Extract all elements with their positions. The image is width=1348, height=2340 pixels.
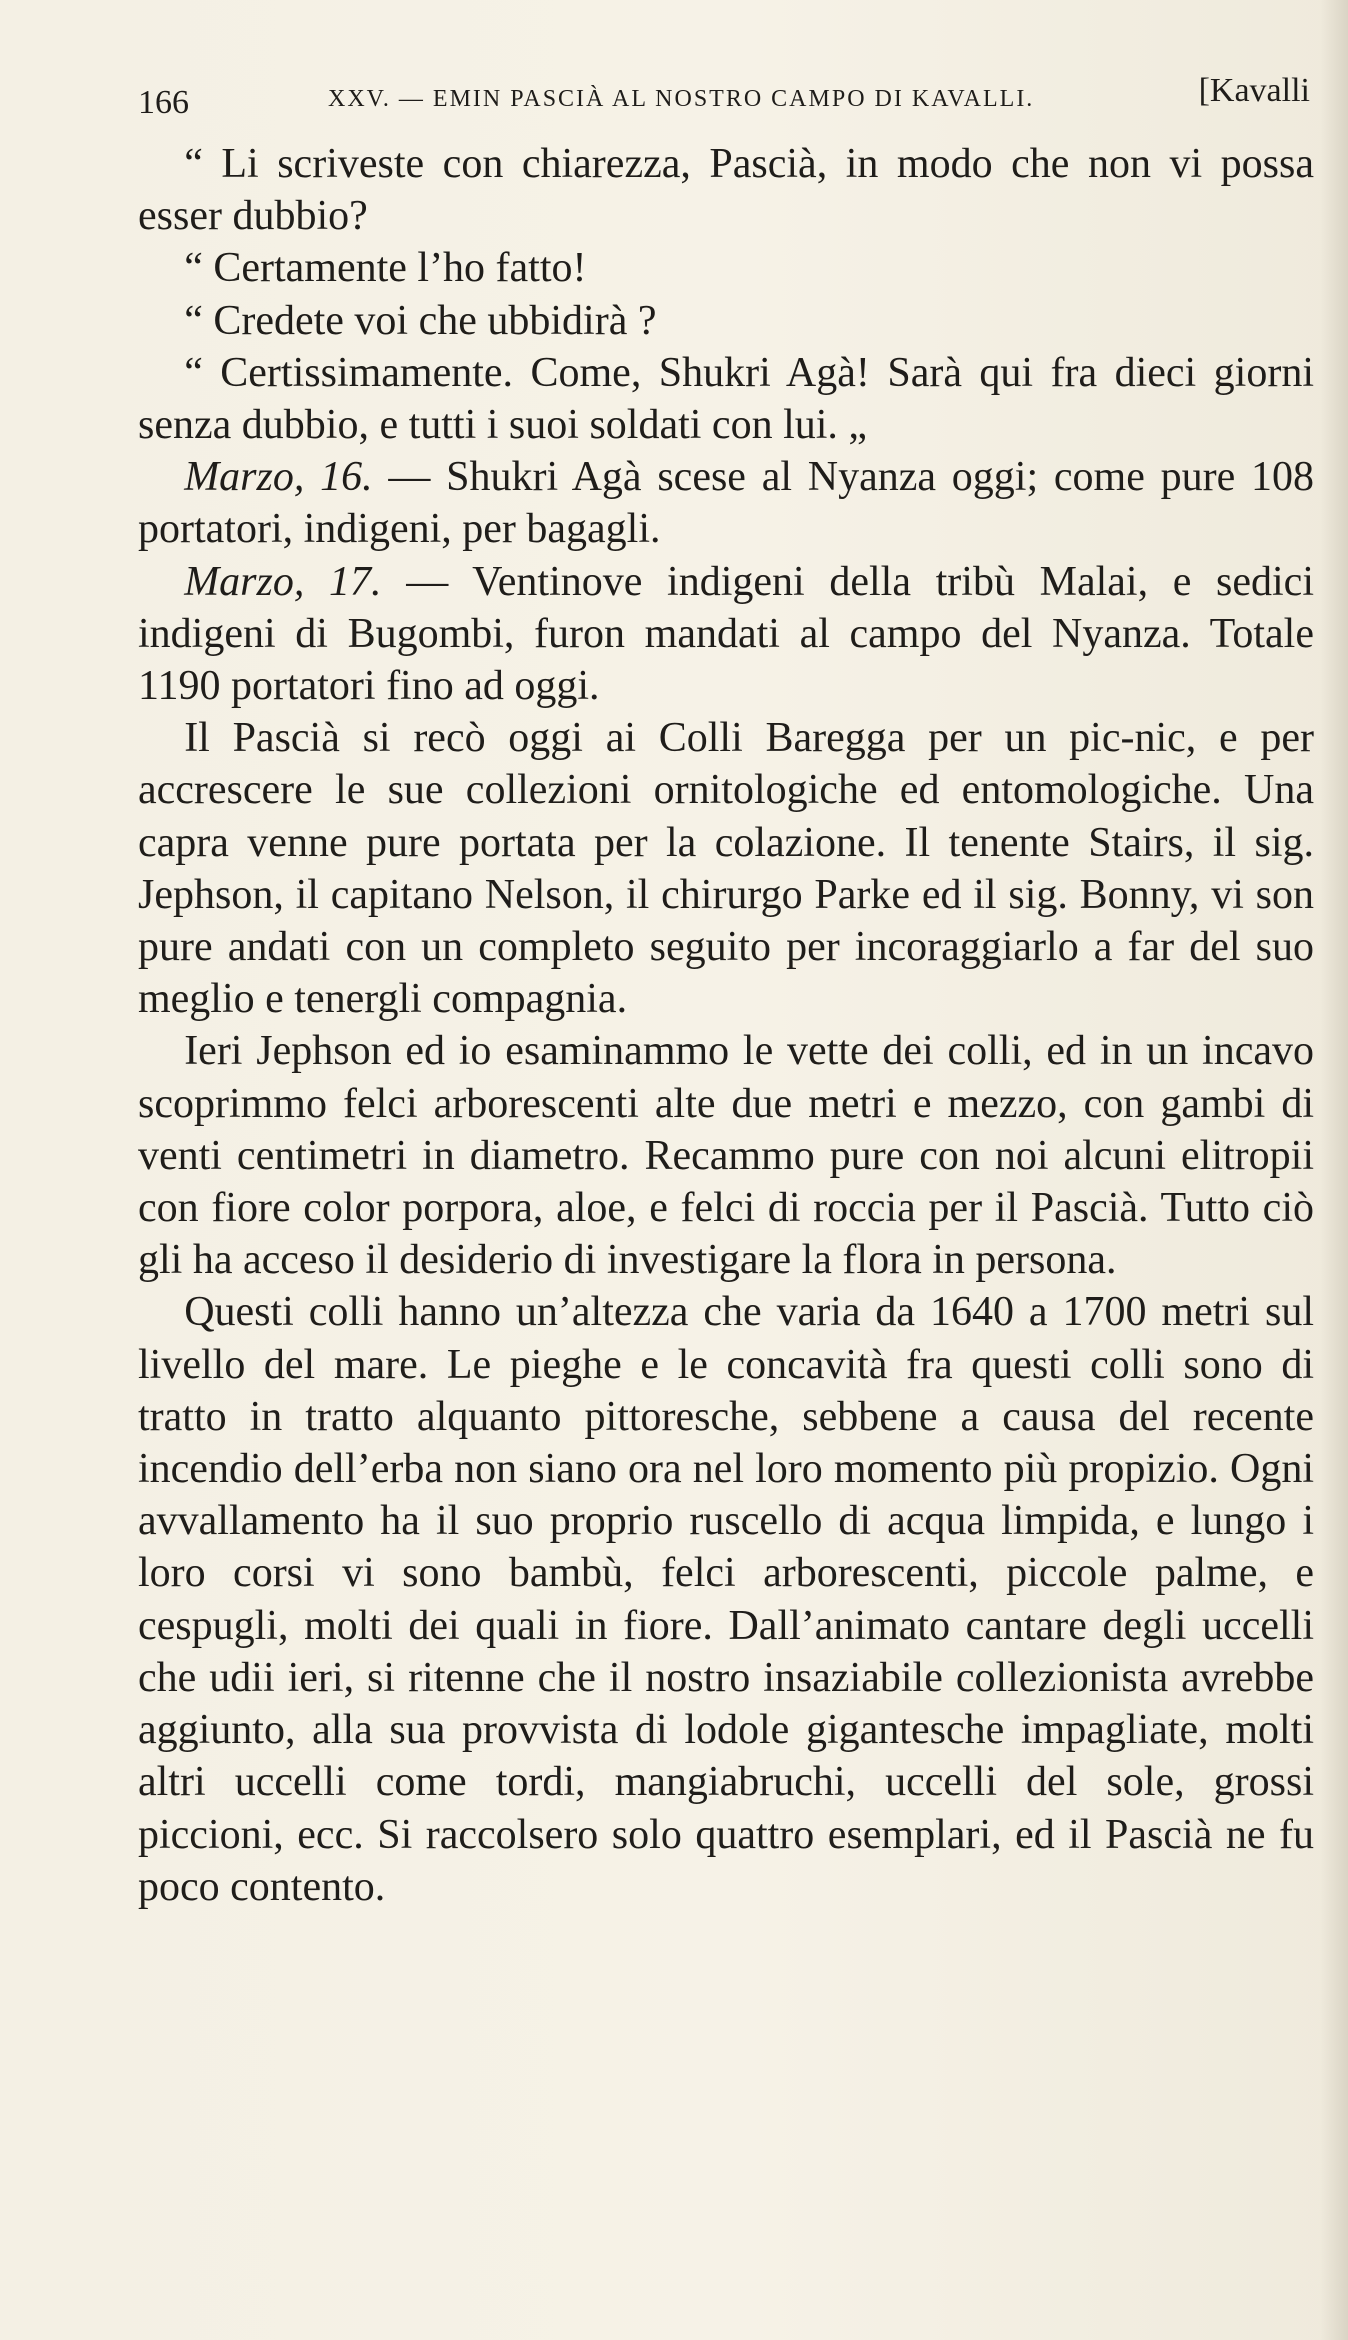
page-edge-shadow bbox=[1320, 0, 1348, 2340]
body-text bbox=[138, 138, 1314, 1913]
paragraph-6 bbox=[138, 556, 1314, 713]
paragraph-8: Ieri Jephson ed io esaminammo le vette dei colli, ed in un incavo scoprimmo felci arborescenti alte due metri e mezzo, con gambi di venti centimetri in diametro. Recammo pure con noi alcuni elitropii con fiore color porpora, aloe, e felci di roccia per il Pascià. Tutto ciò gli ha acceso il desiderio di investigare la flora in persona. bbox=[138, 1028, 1314, 1284]
paragraph-5-text: — Shukri Agà scese al Nyanza oggi; come pure 108 portatori, indigeni, per bagagli. bbox=[138, 454, 1314, 553]
paragraph-5 bbox=[138, 451, 1314, 555]
running-head bbox=[138, 66, 1314, 126]
paragraph-6-text: — Ventinove indigeni della tribù Malai, e sedici indigeni di Bugombi, furon mandati al campo del Nyanza. Totale 1190 portatori fino ad oggi. bbox=[138, 558, 1314, 710]
running-title: XXV. — EMIN PASCIÀ AL NOSTRO CAMPO DI KAVALLI. bbox=[328, 86, 1035, 112]
date-march-17: Marzo, 17. bbox=[184, 558, 382, 605]
paragraph-1: “ Li scriveste con chiarezza, Pascià, in modo che non vi possa esser dubbio? bbox=[138, 141, 1314, 240]
paragraph-3: “ Credete voi che ubbidirà ? bbox=[184, 297, 657, 344]
page-number: 166 bbox=[138, 84, 189, 121]
paragraph-4: “ Certissimamente. Come, Shukri Agà! Sarà qui fra dieci giorni senza dubbio, e tutti i suoi soldati con lui. „ bbox=[138, 349, 1314, 449]
date-march-16: Marzo, 16. bbox=[184, 454, 373, 501]
paragraph-2: “ Certamente l’ho fatto! bbox=[184, 245, 587, 292]
paragraph-7: Il Pascià si recò oggi ai Colli Baregga per un pic-nic, e per accrescere le sue collezioni ornitologiche ed entomologiche. Una capra venne pure portata per la colazione. Il tenente Stairs, il sig. Jephson, il capitano Nelson, il chirurgo Parke ed il sig. Bonny, vi son pure andati con un completo seguito per incoraggiarlo a far del suo meglio e tenergli compagnia. bbox=[138, 715, 1314, 1023]
running-place: [Kavalli bbox=[1198, 72, 1310, 109]
paragraph-9: Questi colli hanno un’altezza che varia da 1640 a 1700 metri sul livello del mare. Le pieghe e le concavità fra questi colli sono di tratto in tratto alquanto pittoresche, sebbene a causa del recente incendio dell’erba non siano ora nel loro momento più propizio. Ogni avvallamento ha il suo proprio ruscello di acqua limpida, e lungo i loro corsi vi sono bambù, felci arborescenti, piccole palme, e cespugli, molti dei quali in fiore. Dall’animato cantare degli uccelli che udii ieri, si ritenne che il nostro insaziabile collezionista avrebbe aggiunto, alla sua provvista di lodole gigantesche impagliate, molti altri uccelli come tordi, mangiabruchi, uccelli del sole, grossi piccioni, ecc. Si raccolsero solo quattro esemplari, ed il Pascià ne fu poco contento. bbox=[138, 1289, 1314, 1910]
